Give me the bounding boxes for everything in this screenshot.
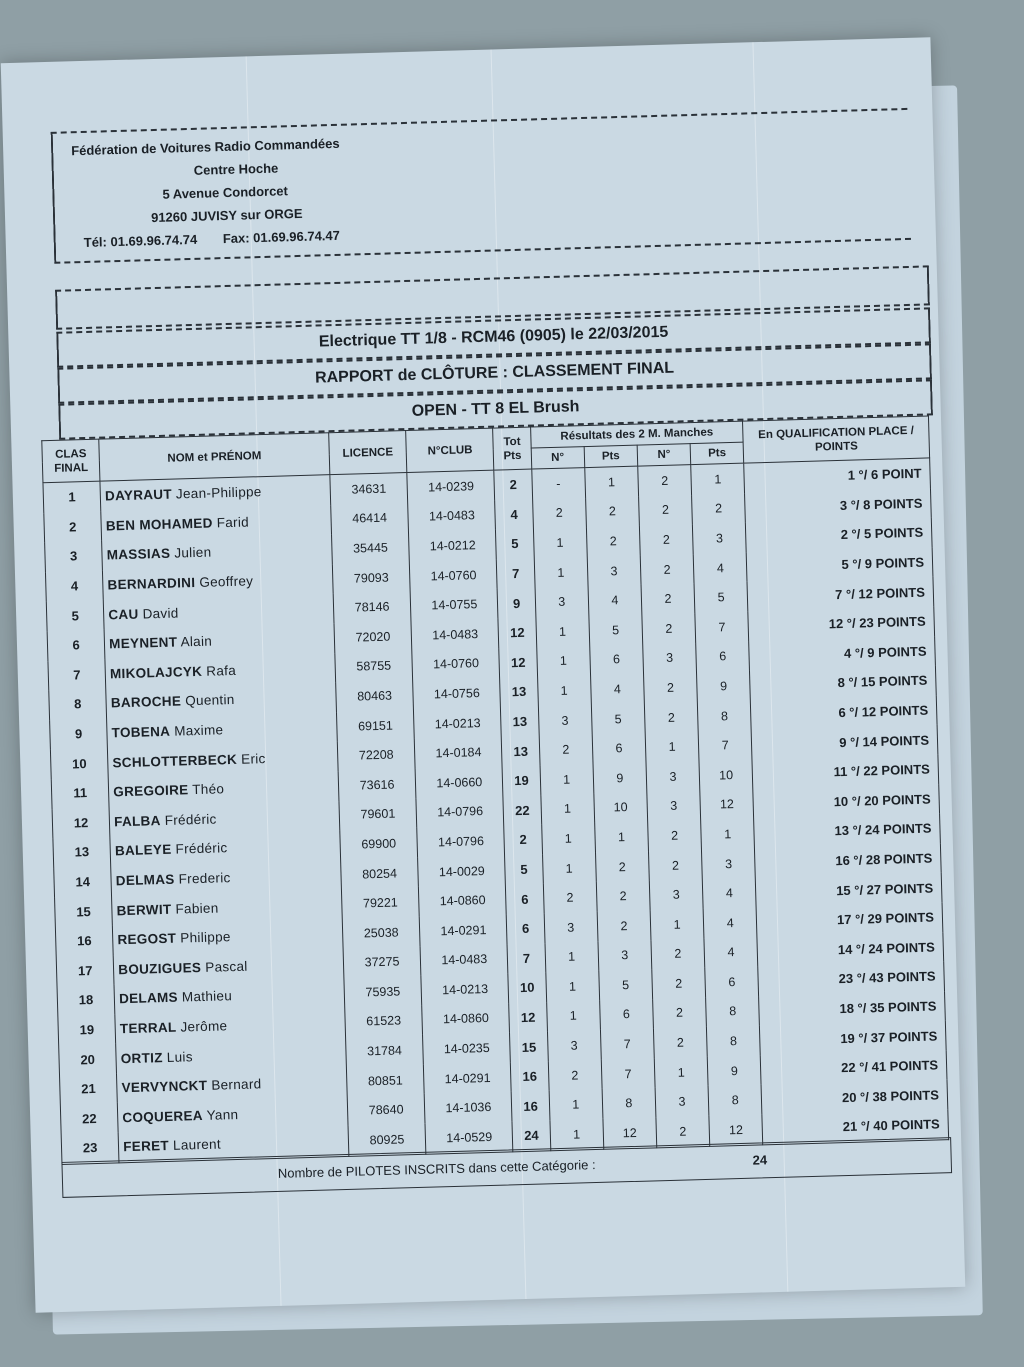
heat1-points-cell: 6 [599,999,653,1030]
heat1-points-cell: 3 [598,940,652,971]
qualification-cell: 9 °/ 14 POINTS [751,725,937,760]
last-name: TOBENA [111,723,171,741]
col-licence: LICENCE [329,431,407,475]
heat1-number-cell: 3 [535,586,589,617]
qualification-cell: 12 °/ 23 POINTS [748,606,934,641]
heat2-number-cell: 2 [644,702,698,733]
qualification-cell: 22 °/ 41 POINTS [761,1050,947,1085]
last-name: FALBA [113,812,161,830]
heat1-points-cell: 4 [588,585,642,616]
club-cell: 14-0529 [425,1121,513,1154]
qualification-cell: 23 °/ 43 POINTS [758,961,944,996]
last-name: BAROCHE [110,693,182,711]
results-sheet [1,37,966,1312]
heat2-number-cell: 2 [651,938,705,969]
heat2-number-cell: 2 [639,524,693,555]
heat2-points-cell: 7 [695,612,749,643]
total-points-cell: 7 [508,943,546,974]
first-name: Laurent [172,1136,222,1154]
heat1-number-cell: 2 [543,882,597,913]
total-points-cell: 15 [510,1032,548,1063]
licence-cell: 78146 [333,591,411,623]
rank-cell: 6 [47,630,105,661]
club-cell: 14-0184 [414,737,502,769]
heat1-number-cell: 3 [544,912,598,943]
qualification-cell: 19 °/ 37 POINTS [760,1021,946,1056]
col-manches: Résultats des 2 M. Manches [530,421,743,448]
heat2-number-cell: 3 [647,791,701,822]
total-points-cell: 12 [499,647,537,678]
heat2-number-cell: 2 [653,998,707,1029]
heat2-points-cell: 3 [702,848,756,879]
rank-cell: 22 [60,1103,118,1134]
first-name: Geoffrey [199,573,254,590]
last-name: VERVYNCKT [121,1078,208,1096]
rank-cell: 19 [58,1014,116,1045]
heat2-points-cell: 6 [705,967,759,998]
heat2-number-cell: 3 [643,643,697,674]
last-name: FERET [123,1138,170,1155]
club-cell: 14-0760 [410,559,498,591]
category-title: OPEN - TT 8 EL Brush [58,379,933,439]
licence-cell: 72208 [337,739,415,771]
total-points-cell: 13 [502,736,540,767]
heat2-points-cell: 4 [702,878,756,909]
total-points-cell: 9 [498,588,536,619]
last-name: SCHLOTTERBECK [112,751,238,771]
heat1-points-cell: 1 [594,822,648,853]
organization-address [71,132,343,254]
rank-cell: 15 [55,896,113,927]
last-name: BOUZIGUES [118,959,202,978]
club-cell: 14-0235 [423,1033,511,1065]
rank-cell: 20 [59,1044,117,1075]
club-cell: 14-0213 [414,707,502,739]
rank-cell: 4 [45,570,103,601]
col-n1: N° [531,447,585,469]
org-building: Centre Hoche [193,160,279,178]
heat1-number-cell: 1 [550,1119,604,1151]
total-points-cell: 4 [495,499,533,530]
heat1-number-cell: 1 [540,764,594,795]
heat1-number-cell: 2 [539,734,593,765]
licence-cell: 72020 [334,621,412,653]
first-name: Yann [206,1106,239,1123]
first-name: Frederic [178,870,231,887]
col-n2: N° [637,444,691,466]
col-pts2: Pts [690,442,744,464]
first-name: Jean-Philippe [175,484,262,502]
qualification-cell: 10 °/ 20 POINTS [753,784,939,819]
org-city: 91260 JUVISY sur ORGE [150,205,303,226]
heat1-number-cell: 1 [533,527,587,558]
heat2-points-cell: 8 [708,1085,762,1116]
qualification-cell: 8 °/ 15 POINTS [750,666,936,701]
heat2-number-cell: 2 [639,495,693,526]
heat2-points-cell: 2 [692,493,746,524]
heat1-number-cell: 1 [534,557,588,588]
first-name: Philippe [180,929,231,946]
heat2-number-cell: 2 [642,613,696,644]
heat1-number-cell: 1 [537,675,591,706]
heat1-number-cell: 1 [542,853,596,884]
heat1-points-cell: 9 [593,762,647,793]
qualification-cell: 21 °/ 40 POINTS [762,1109,948,1144]
first-name: Bernard [211,1076,262,1093]
club-cell: 14-0755 [410,589,498,621]
total-points-cell: 5 [496,529,534,560]
licence-cell: 80851 [346,1065,424,1097]
qualification-cell: 7 °/ 12 POINTS [747,577,933,612]
total-points-cell: 19 [503,765,541,796]
last-name: BERNARDINI [107,575,196,593]
heat2-number-cell: 1 [654,1057,708,1088]
heat2-points-cell: 6 [696,641,750,672]
col-pts1: Pts [584,445,638,467]
licence-cell: 78640 [347,1094,425,1126]
heat1-points-cell: 2 [597,910,651,941]
last-name: DAYRAUT [104,486,173,504]
heat1-points-cell: 2 [596,881,650,912]
heat2-points-cell: 4 [703,907,757,938]
first-name: Jerôme [180,1018,228,1035]
rank-cell: 16 [55,925,113,956]
qualification-cell: 15 °/ 27 POINTS [756,873,942,908]
last-name: MIKOLAJCYK [109,663,203,682]
org-fax: Fax: 01.69.96.74.47 [222,227,341,247]
first-name: Farid [216,514,250,531]
heat1-points-cell: 2 [585,496,639,527]
club-cell: 14-0291 [419,914,507,946]
heat1-points-cell: 6 [592,733,646,764]
heat1-number-cell: 1 [545,941,599,972]
heat1-number-cell: 2 [532,498,586,529]
rank-cell: 8 [49,689,107,720]
rank-cell: 12 [52,807,110,838]
club-cell: 14-0860 [419,885,507,917]
rank-cell: 7 [48,659,106,690]
heat2-points-cell: 12 [709,1114,763,1146]
heat1-number-cell: 3 [538,705,592,736]
club-cell: 14-0483 [411,619,499,651]
heat2-points-cell: 1 [701,819,755,850]
last-name: BERWIT [116,901,172,918]
heat2-points-cell: 8 [707,1026,761,1057]
heat2-points-cell: 4 [693,552,747,583]
heat1-number-cell: - [531,468,585,500]
qualification-cell: 17 °/ 29 POINTS [756,902,942,937]
heat2-number-cell: 2 [648,850,702,881]
last-name: ORTIZ [120,1049,163,1066]
heat1-points-cell: 10 [594,792,648,823]
rank-cell: 10 [50,748,108,779]
last-name: BALEYE [114,842,172,859]
heat1-points-cell: 1 [585,466,639,498]
last-name: MEYNENT [108,634,178,652]
club-cell: 14-0212 [409,530,497,562]
licence-cell: 75935 [344,976,422,1008]
org-name: Fédération de Voitures Radio Commandées [70,135,340,159]
col-clas-final: CLAS FINAL [42,439,100,483]
heat1-points-cell: 6 [590,644,644,675]
heat2-points-cell: 9 [707,1055,761,1086]
first-name: David [142,605,179,622]
heat1-points-cell: 7 [601,1058,655,1089]
heat1-number-cell: 1 [540,793,594,824]
heat1-points-cell: 4 [590,674,644,705]
heat2-points-cell: 1 [691,463,745,495]
licence-cell: 35445 [331,532,409,564]
heat2-points-cell: 10 [699,759,753,790]
col-tot-pts: Tot Pts [493,427,531,470]
org-contacts [83,224,342,254]
club-cell: 14-1036 [424,1092,512,1124]
last-name: CAU [108,606,139,623]
club-cell: 14-0291 [424,1062,512,1094]
club-cell: 14-0213 [421,974,509,1006]
club-cell: 14-0796 [416,796,504,828]
total-points-cell: 5 [505,854,543,885]
total-points-cell: 6 [506,884,544,915]
total-points-cell: 6 [507,913,545,944]
total-points-cell: 24 [512,1120,550,1151]
rank-cell: 2 [44,511,102,542]
rank-cell: 5 [46,600,104,631]
club-cell: 14-0860 [422,1003,510,1035]
heat2-number-cell: 3 [649,879,703,910]
registered-count-label: Nombre de PILOTES INSCRITS dans cette Catégorie : [277,1157,596,1181]
registered-count-value: 24 [752,1152,768,1168]
total-points-cell: 2 [504,825,542,856]
heat2-number-cell: 2 [656,1116,710,1148]
qualification-cell: 20 °/ 38 POINTS [761,1080,947,1115]
heat2-number-cell: 2 [643,672,697,703]
first-name: Frédéric [175,840,228,858]
licence-cell: 79601 [339,798,417,830]
licence-cell: 37275 [343,946,421,978]
heat2-points-cell: 3 [692,523,746,554]
qualification-cell: 18 °/ 35 POINTS [759,991,945,1026]
org-street: 5 Avenue Condorcet [162,183,289,202]
qualification-cell: 16 °/ 28 POINTS [755,843,941,878]
heat2-number-cell: 2 [648,820,702,851]
first-name: Fabien [175,900,219,917]
heat2-number-cell: 3 [646,761,700,792]
heat1-number-cell: 1 [545,971,599,1002]
qualification-cell: 5 °/ 9 POINTS [746,547,932,582]
rank-cell: 14 [54,866,112,897]
qualification-cell: 2 °/ 5 POINTS [746,518,932,553]
last-name: BEN MOHAMED [105,515,213,534]
heat1-points-cell: 2 [586,526,640,557]
club-cell: 14-0483 [420,944,508,976]
heat1-points-cell: 5 [599,969,653,1000]
total-points-cell: 12 [498,617,536,648]
licence-cell: 80463 [336,680,414,712]
heat1-number-cell: 1 [549,1089,603,1120]
licence-cell: 31784 [346,1035,424,1067]
heat1-number-cell: 1 [536,646,590,677]
qualification-cell: 4 °/ 9 POINTS [749,636,935,671]
qualification-cell: 3 °/ 8 POINTS [745,488,931,523]
club-cell: 14-0756 [413,678,501,710]
first-name: Luis [166,1048,193,1065]
licence-cell: 73616 [338,769,416,801]
total-points-cell: 13 [501,706,539,737]
last-name: TERRAL [119,1019,177,1037]
heat1-points-cell: 12 [603,1117,657,1149]
heat2-points-cell: 4 [704,937,758,968]
licence-cell: 61523 [345,1006,423,1038]
first-name: Pascal [205,958,248,975]
club-cell: 14-0796 [417,826,505,858]
heat1-number-cell: 1 [546,1001,600,1032]
licence-cell: 58755 [335,651,413,683]
heat1-number-cell: 2 [548,1060,602,1091]
heat1-number-cell: 3 [547,1030,601,1061]
first-name: Théo [192,781,225,798]
event-title: Electrique TT 1/8 - RCM46 (0905) le 22/03/2015 [56,307,931,367]
qualification-cell: 11 °/ 22 POINTS [752,754,938,789]
col-nom-prenom: NOM et PRÉNOM [99,433,330,481]
club-cell: 14-0029 [418,855,506,887]
total-points-cell: 22 [503,795,541,826]
heat2-number-cell: 3 [655,1086,709,1117]
report-title: RAPPORT de CLÔTURE : CLASSEMENT FINAL [57,343,932,403]
total-points-cell: 7 [497,558,535,589]
total-points-cell: 12 [509,1002,547,1033]
rank-cell: 13 [53,837,111,868]
rank-cell: 23 [61,1132,119,1164]
rank-cell: 1 [43,481,101,513]
first-name: Eric [240,750,266,767]
last-name: COQUEREA [122,1107,204,1126]
total-points-cell: 13 [500,677,538,708]
heat1-points-cell: 8 [602,1088,656,1119]
licence-cell: 80925 [348,1124,426,1156]
licence-cell: 25038 [342,917,420,949]
heat2-number-cell: 1 [650,909,704,940]
rank-cell: 21 [59,1073,117,1104]
rank-cell: 3 [45,541,103,572]
licence-cell: 69900 [340,828,418,860]
club-cell: 14-0239 [407,470,495,503]
heat2-points-cell: 5 [694,582,748,613]
first-name: Alain [180,633,213,650]
total-points-cell: 16 [512,1091,550,1122]
heat1-number-cell: 1 [536,616,590,647]
organization-header [51,108,911,264]
qualification-cell: 14 °/ 24 POINTS [757,932,943,967]
first-name: Frédéric [164,811,217,828]
licence-cell: 34631 [330,473,408,505]
last-name: DELMAS [115,871,175,889]
heat2-number-cell: 1 [645,731,699,762]
club-cell: 14-0760 [412,648,500,680]
qualification-cell: 6 °/ 12 POINTS [751,695,937,730]
last-name: DELAMS [118,990,179,1007]
heat1-points-cell: 5 [591,703,645,734]
heat2-points-cell: 8 [706,996,760,1027]
first-name: Maxime [174,722,224,739]
club-cell: 14-0660 [415,766,503,798]
licence-cell: 79093 [332,562,410,594]
heat1-points-cell: 2 [595,851,649,882]
table-body [43,458,949,1164]
club-cell: 14-0483 [408,500,496,532]
heat2-points-cell: 9 [697,671,751,702]
licence-cell: 46414 [331,503,409,535]
heat1-points-cell: 5 [589,615,643,646]
heat2-number-cell: 2 [653,1027,707,1058]
rank-cell: 17 [56,955,114,986]
total-points-cell: 2 [494,469,532,500]
heat2-points-cell: 8 [697,700,751,731]
qualification-cell: 13 °/ 24 POINTS [754,813,940,848]
licence-cell: 69151 [336,710,414,742]
heat1-points-cell: 7 [600,1029,654,1060]
final-ranking-table [41,415,949,1164]
last-name: REGOST [117,930,177,948]
org-tel: Tél: 01.69.96.74.74 [83,231,198,250]
col-qualification: En QUALIFICATION PLACE / POINTS [743,416,930,463]
qualification-cell: 1 °/ 6 POINT [744,458,930,493]
licence-cell: 79221 [341,887,419,919]
heat1-number-cell: 1 [541,823,595,854]
rank-cell: 11 [51,777,109,808]
first-name: Quentin [185,692,235,709]
first-name: Mathieu [181,988,233,1005]
rank-cell: 18 [57,985,115,1016]
rank-cell: 9 [50,718,108,749]
licence-cell: 80254 [341,858,419,890]
heat2-points-cell: 12 [700,789,754,820]
heat2-number-cell: 2 [652,968,706,999]
last-name: GREGOIRE [113,782,189,800]
total-points-cell: 16 [511,1061,549,1092]
col-club: N°CLUB [406,428,494,472]
heat2-number-cell: 2 [640,554,694,585]
first-name: Rafa [206,662,237,679]
first-name: Julien [174,545,212,562]
heat2-points-cell: 7 [698,730,752,761]
heat2-number-cell: 2 [641,583,695,614]
last-name: MASSIAS [106,546,171,563]
total-points-cell: 10 [508,972,546,1003]
heat2-number-cell: 2 [638,465,692,497]
heat1-points-cell: 3 [587,555,641,586]
